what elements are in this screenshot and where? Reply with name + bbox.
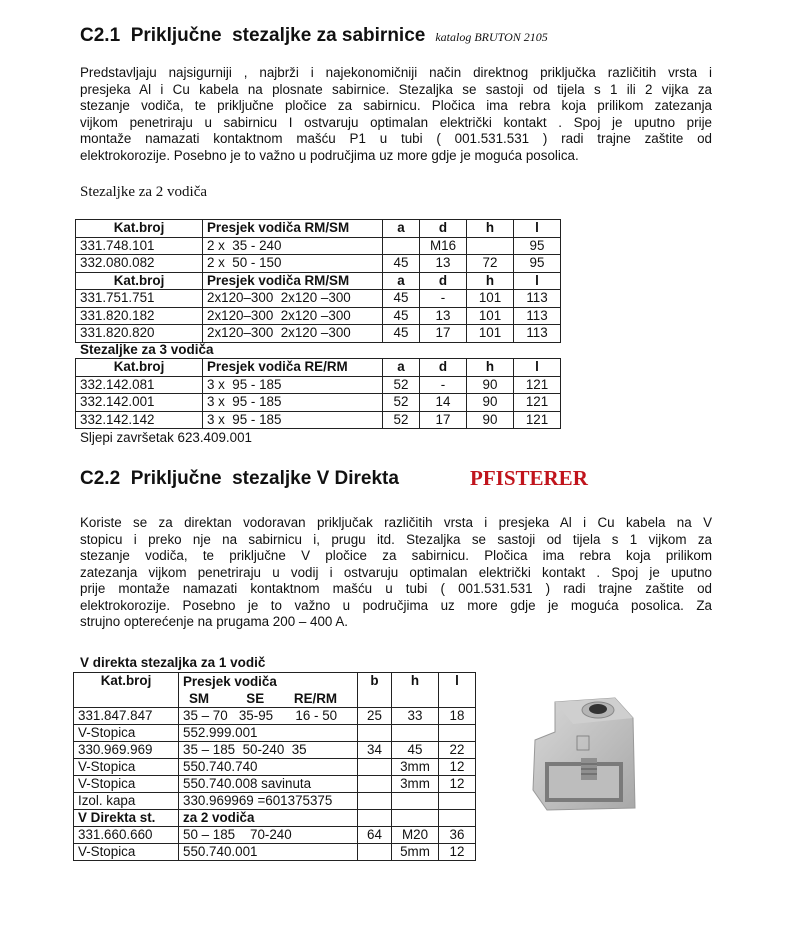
table-cell — [392, 810, 439, 827]
table-cell: d — [420, 220, 467, 238]
paragraph-line: vijkom penetriraju u sabirnicu I ostvaruju optimalan električki kontakt . Spoj je uputno prije — [80, 114, 712, 130]
table-cell: 95 — [514, 255, 561, 273]
table-cell: 12 — [439, 844, 476, 861]
table-cell: 25 — [358, 708, 392, 725]
table-cell: 331.820.820 — [76, 325, 203, 343]
table-cell: l — [514, 359, 561, 377]
table-cell: 3 x 95 - 185 — [203, 411, 383, 429]
table-row — [76, 237, 561, 255]
table-cell: M16 — [420, 237, 467, 255]
paragraph-line: stezanje vodiča, te priključne V pločice za sabirnicu. Pločica ima rebra koja prilikom — [80, 548, 712, 563]
table-cell: 52 — [383, 394, 420, 412]
table-cell: 34 — [358, 742, 392, 759]
table-cell: Presjek vodiča RM/SM — [203, 220, 383, 238]
table-cell: d — [420, 359, 467, 377]
table-cell: 2x120–300 2x120 –300 — [203, 307, 383, 325]
header-kat-broj: Kat.broj — [74, 673, 179, 708]
section-2-paragraph — [80, 515, 712, 631]
header-l: l — [439, 673, 476, 708]
table-row — [76, 411, 561, 429]
table-row — [74, 827, 476, 844]
table-cell: d — [420, 272, 467, 290]
table-cell: 552.999.001 — [179, 725, 358, 742]
table-row — [74, 776, 476, 793]
table-cell: 2 x 50 - 150 — [203, 255, 383, 273]
table-cell: 332.080.082 — [76, 255, 203, 273]
table-cell: 95 — [514, 237, 561, 255]
table-cell: V-Stopica — [74, 759, 179, 776]
v-direkta-subheading: V direkta stezaljka za 1 vodič — [80, 655, 266, 670]
table-row — [76, 255, 561, 273]
table-cell: 3mm — [392, 776, 439, 793]
table-header-row — [74, 673, 476, 708]
table-cell: 90 — [467, 411, 514, 429]
table-row — [74, 810, 476, 827]
table-cell: 2 x 35 - 240 — [203, 237, 383, 255]
table-cell: M20 — [392, 827, 439, 844]
subheading-3-conductors: Stezaljke za 3 vodiča — [80, 342, 214, 357]
table-cell — [358, 810, 392, 827]
table-cell: V-Stopica — [74, 725, 179, 742]
table-cell: 64 — [358, 827, 392, 844]
table-cell: 121 — [514, 376, 561, 394]
header-presjek-label: Presjek vodiča — [183, 674, 277, 689]
table-cell: 17 — [420, 325, 467, 343]
table-cell: Kat.broj — [76, 272, 203, 290]
section-1-title-text: C2.1 Priključne stezaljke za sabirnice — [80, 25, 426, 46]
section-1-paragraph — [80, 65, 712, 164]
table-cell: Presjek vodiča RM/SM — [203, 272, 383, 290]
table-cell: 45 — [383, 255, 420, 273]
table-cell: 3 x 95 - 185 — [203, 376, 383, 394]
table-cell: 12 — [439, 759, 476, 776]
subheading-2-conductors: Stezaljke za 2 vodiča — [80, 184, 208, 200]
table-cell: 45 — [383, 325, 420, 343]
table-cell: 36 — [439, 827, 476, 844]
table-cell — [392, 793, 439, 810]
table-cell: 3 x 95 - 185 — [203, 394, 383, 412]
table-cell — [439, 725, 476, 742]
table-cell: 50 – 185 70-240 — [179, 827, 358, 844]
table-cell: 22 — [439, 742, 476, 759]
paragraph-line: prije montaže namazati kontaktnom mašću u tubi ( 001.531.531 ) radi trajne zaštite od — [80, 581, 712, 596]
table-cell: 18 — [439, 708, 476, 725]
table-cell — [358, 725, 392, 742]
paragraph-line: montaže namazati kontaktnom mašću P1 u tubi ( 001.531.531 ) radi trajne zaštite od — [80, 131, 712, 146]
table-cell: - — [420, 290, 467, 308]
paragraph-line: strujno opterećenje na prugama 200 – 400 A. — [80, 614, 349, 629]
table-cell: l — [514, 272, 561, 290]
table-cell: 2x120–300 2x120 –300 — [203, 290, 383, 308]
table-cell: 45 — [383, 290, 420, 308]
paragraph-line: elektrokorozije. Posebno je to važno u područjima uz more gdje je moguća posolica. Za — [80, 597, 712, 613]
table-header-row — [76, 220, 561, 238]
catalog-reference: katalog BRUTON 2105 — [435, 30, 548, 44]
table-row — [74, 793, 476, 810]
v-direkta-table — [73, 672, 476, 861]
table-cell — [467, 237, 514, 255]
table-cell: Kat.broj — [76, 220, 203, 238]
paragraph-line: stopicu i preko nje na sabirnicu i, prugu itd. Stezaljka se sastoji od tijela s 1 vijkom za — [80, 531, 712, 547]
v-direkta-clamp-photo — [515, 680, 655, 815]
table-cell — [358, 793, 392, 810]
paragraph-line: elektrokorozije. Posebno je to važno u područjima uz more gdje je moguća posolica. — [80, 147, 579, 163]
table-cell: 331.660.660 — [74, 827, 179, 844]
paragraph-line: presjeka Al i Cu kabela na plosnate sabirnice. Stezaljka se sastoji od tijela s 1 ili 2 vijka za — [80, 81, 712, 97]
table-cell: 332.142.081 — [76, 376, 203, 394]
table-cell: 45 — [392, 742, 439, 759]
table-cell: 3mm — [392, 759, 439, 776]
table-cell: za 2 vodiča — [179, 810, 358, 827]
table-cell: a — [383, 272, 420, 290]
table-cell: V-Stopica — [74, 844, 179, 861]
table-cell: 14 — [420, 394, 467, 412]
header-presjek-subcolumns: SM SE RE/RM — [189, 691, 338, 706]
table-row — [76, 307, 561, 325]
table-row — [76, 325, 561, 343]
table-cell — [439, 793, 476, 810]
table-cell: 121 — [514, 411, 561, 429]
table-row — [76, 376, 561, 394]
brand-logo-pfisterer: PFISTERER — [470, 466, 588, 490]
table-cell: 52 — [383, 411, 420, 429]
table-cell: h — [467, 220, 514, 238]
table-cell: 13 — [420, 255, 467, 273]
table-cell: l — [514, 220, 561, 238]
table-cell: 33 — [392, 708, 439, 725]
table-cell: h — [467, 272, 514, 290]
paragraph-line: Predstavljaju najsigurniji , najbrži i najekonomičniji način direktnog priključka različitih vrsta i — [80, 65, 712, 80]
section-2-title-text: C2.2 Priključne stezaljke V Direkta — [80, 468, 399, 489]
table-3-conductors — [75, 358, 561, 429]
table-cell — [392, 725, 439, 742]
table-row — [74, 742, 476, 759]
table-cell: 12 — [439, 776, 476, 793]
table-cell: Presjek vodiča RE/RM — [203, 359, 383, 377]
table-cell: 90 — [467, 394, 514, 412]
table-cell: 550.740.008 savinuta — [179, 776, 358, 793]
table-cell: 331.751.751 — [76, 290, 203, 308]
paragraph-line: zatezanja vijkom penetriraju u vodij i ostvaruju optimalan električki kontakt . Spoj je uputno — [80, 564, 712, 580]
table-cell: 113 — [514, 307, 561, 325]
table-cell: 35 – 185 50-240 35 — [179, 742, 358, 759]
table-cell: 2x120–300 2x120 –300 — [203, 325, 383, 343]
table-header-row — [76, 359, 561, 377]
table-header-row — [76, 272, 561, 290]
table-cell: 72 — [467, 255, 514, 273]
paragraph-line: stezanje vodiča, te priključne pločice za sabirnicu. Pločica ima rebra koja prilikom zatezanja — [80, 98, 712, 113]
table-cell — [358, 759, 392, 776]
section-1-title — [80, 25, 548, 47]
table-cell: 35 – 70 35-95 16 - 50 — [179, 708, 358, 725]
table-cell: 121 — [514, 394, 561, 412]
header-b: b — [358, 673, 392, 708]
header-presjek — [179, 673, 358, 708]
table-cell: 332.142.001 — [76, 394, 203, 412]
table-cell: 330.969.969 — [74, 742, 179, 759]
table-cell: - — [420, 376, 467, 394]
table-cell: 5mm — [392, 844, 439, 861]
table-cell — [358, 776, 392, 793]
table-2-conductors — [75, 219, 561, 343]
table-cell — [439, 810, 476, 827]
table-cell: 331.748.101 — [76, 237, 203, 255]
table-cell: 101 — [467, 290, 514, 308]
table-cell: Kat.broj — [76, 359, 203, 377]
paragraph-line: Koriste se za direktan vodoravan priključak različitih vrsta i presjeka Al i Cu kabela na V — [80, 515, 712, 530]
table-cell: V Direkta st. — [74, 810, 179, 827]
blind-end-note: Sljepi završetak 623.409.001 — [80, 430, 252, 445]
table-cell: 90 — [467, 376, 514, 394]
table-cell: 13 — [420, 307, 467, 325]
table-cell: h — [467, 359, 514, 377]
table-row — [76, 290, 561, 308]
table-cell: 550.740.740 — [179, 759, 358, 776]
table-cell: 45 — [383, 307, 420, 325]
table-row — [74, 759, 476, 776]
section-2-title — [80, 468, 399, 490]
table-cell: 331.820.182 — [76, 307, 203, 325]
table-cell: 17 — [420, 411, 467, 429]
table-cell: Izol. kapa — [74, 793, 179, 810]
table-cell: 330.969969 =601375375 — [179, 793, 358, 810]
table-cell: a — [383, 220, 420, 238]
table-cell: a — [383, 359, 420, 377]
header-h: h — [392, 673, 439, 708]
table-cell: 101 — [467, 325, 514, 343]
table-row — [74, 844, 476, 861]
table-cell — [358, 844, 392, 861]
table-cell: V-Stopica — [74, 776, 179, 793]
table-row — [74, 725, 476, 742]
table-cell: 52 — [383, 376, 420, 394]
table-cell: 331.847.847 — [74, 708, 179, 725]
table-row — [76, 394, 561, 412]
table-cell: 550.740.001 — [179, 844, 358, 861]
table-row — [74, 708, 476, 725]
table-cell: 113 — [514, 325, 561, 343]
table-cell: 101 — [467, 307, 514, 325]
table-cell — [383, 237, 420, 255]
table-cell: 113 — [514, 290, 561, 308]
table-cell: 332.142.142 — [76, 411, 203, 429]
